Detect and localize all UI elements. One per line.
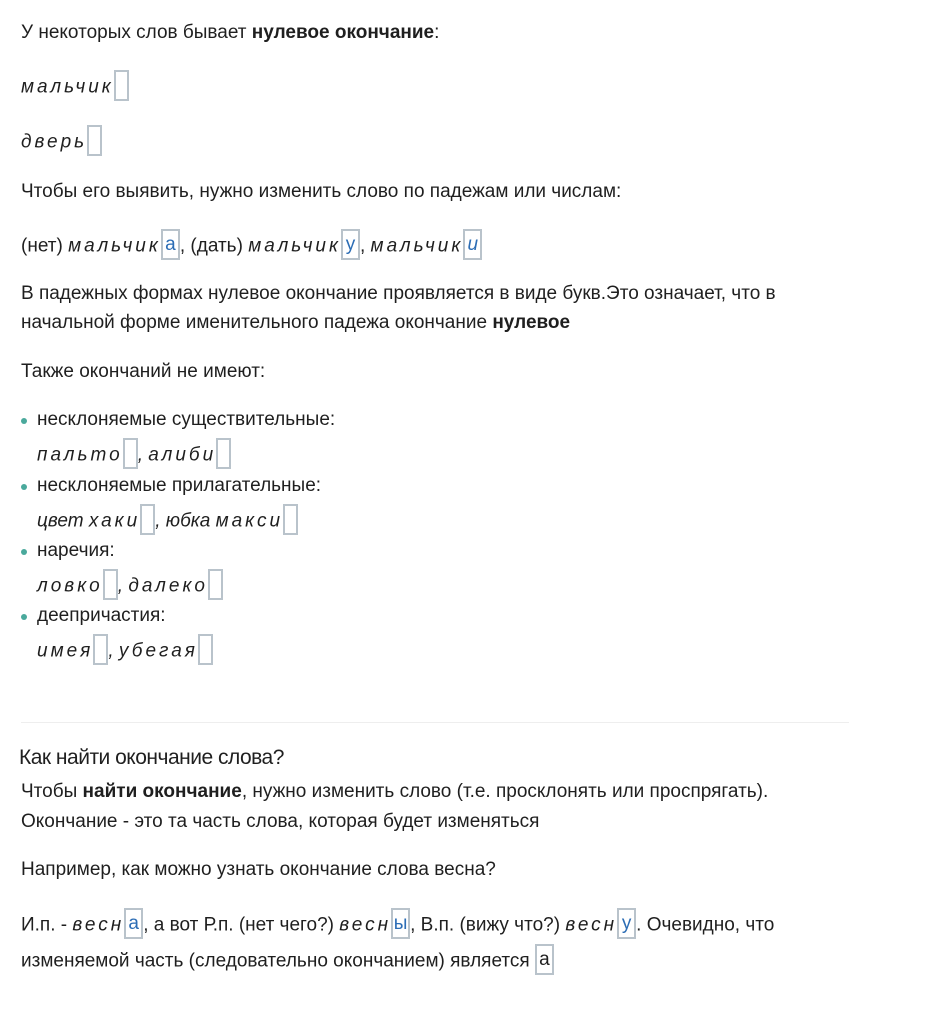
question-paragraph: Например, как можно узнать окончание слова весна?	[21, 859, 496, 880]
section-text: Чтобы	[21, 781, 83, 802]
word: весн	[72, 914, 125, 936]
example-word-2	[21, 127, 102, 158]
case-label: , а вот Р.п. (нет чего?)	[143, 914, 340, 936]
separator: ,	[137, 444, 143, 466]
section-bold: найти окончание	[82, 781, 242, 802]
word: ловко	[37, 575, 103, 597]
word: весн	[339, 914, 392, 936]
ending-box: а	[124, 908, 143, 939]
intro-suffix: :	[434, 22, 440, 43]
ending-box: и	[463, 229, 482, 260]
case-label: И.п. -	[21, 914, 73, 936]
section-line-1	[21, 781, 768, 803]
vesna-example-line	[21, 910, 774, 941]
ending-box	[87, 125, 102, 156]
conclusion-text: изменяемой часть (следовательно окончанием) является	[21, 950, 530, 972]
word: убегая	[118, 640, 198, 662]
word: дверь	[21, 131, 88, 153]
section-text: , нужно изменить слово (т.е. просклонять или проспрягать).	[241, 781, 769, 802]
ending-box	[198, 634, 213, 665]
explain-bold: нулевое	[492, 312, 571, 333]
list-item-examples	[37, 636, 213, 667]
example-word-1	[21, 72, 129, 103]
section-line-2: Окончание - это та часть слова, которая будет изменяться	[21, 811, 540, 832]
explain-line-2	[21, 312, 570, 334]
ending-box	[140, 504, 155, 535]
explain-text: начальной форме именительного падежа окончание	[21, 312, 493, 333]
section-divider	[21, 722, 849, 723]
word: мальчик	[370, 235, 464, 257]
bullet-icon	[21, 549, 27, 555]
word: макси	[215, 510, 284, 532]
word: мальчик	[21, 76, 114, 98]
word: мальчик	[68, 235, 161, 257]
word: имея	[37, 640, 94, 662]
case-label: (нет)	[21, 235, 63, 257]
bullet-icon	[21, 418, 27, 424]
list-item-label: наречия:	[37, 540, 115, 561]
howto-paragraph: Чтобы его выявить, нужно изменить слово по падежам или числам:	[21, 181, 622, 202]
separator: ,	[117, 575, 124, 597]
section-title: Как найти окончание слова?	[19, 746, 284, 769]
word: пальто	[37, 444, 123, 466]
word: весн	[565, 914, 618, 936]
list-item-label: несклоняемые существительные:	[37, 409, 336, 430]
bullet-icon	[21, 484, 27, 490]
ending-box	[123, 438, 138, 469]
intro-text: У некоторых слов бывает	[21, 22, 252, 43]
list-item-label: деепричастия:	[37, 605, 166, 626]
word: мальчик	[248, 235, 341, 257]
intro-paragraph	[21, 22, 439, 44]
ending-box: у	[617, 908, 636, 939]
list-item-examples: цвет хаки , юбка макси	[37, 506, 298, 537]
list-item-label: несклоняемые прилагательные:	[37, 475, 322, 496]
case-label: , В.п. (вижу что?)	[410, 914, 566, 936]
section-text: . Очевидно, что	[636, 914, 775, 936]
ending-box	[103, 569, 118, 600]
list-item-examples	[37, 440, 231, 471]
word: далеко	[128, 575, 208, 597]
ending-box: а	[535, 944, 554, 975]
separator: ,	[108, 640, 114, 662]
word: алиби	[148, 444, 217, 466]
bullet-icon	[21, 614, 27, 620]
conclusion-line	[21, 946, 554, 977]
separator: ,	[359, 235, 366, 257]
intro-bold: нулевое окончание	[251, 22, 435, 43]
ending-box	[208, 569, 223, 600]
ending-box	[93, 634, 108, 665]
ending-box: а	[161, 229, 180, 260]
case-forms-line	[21, 231, 482, 262]
ending-box	[216, 438, 231, 469]
word: хаки	[88, 510, 141, 532]
case-label: , (дать)	[179, 235, 243, 257]
ending-box: у	[341, 229, 360, 260]
ending-box	[283, 504, 298, 535]
separator: , юбка	[155, 510, 211, 532]
ending-box: ы	[391, 908, 410, 939]
list-item-examples	[37, 571, 223, 602]
explain-line-1: В падежных формах нулевое окончание проявляется в виде букв.Это означает, что в	[21, 283, 776, 304]
ending-box	[114, 70, 129, 101]
also-paragraph: Также окончаний не имеют:	[21, 361, 266, 382]
